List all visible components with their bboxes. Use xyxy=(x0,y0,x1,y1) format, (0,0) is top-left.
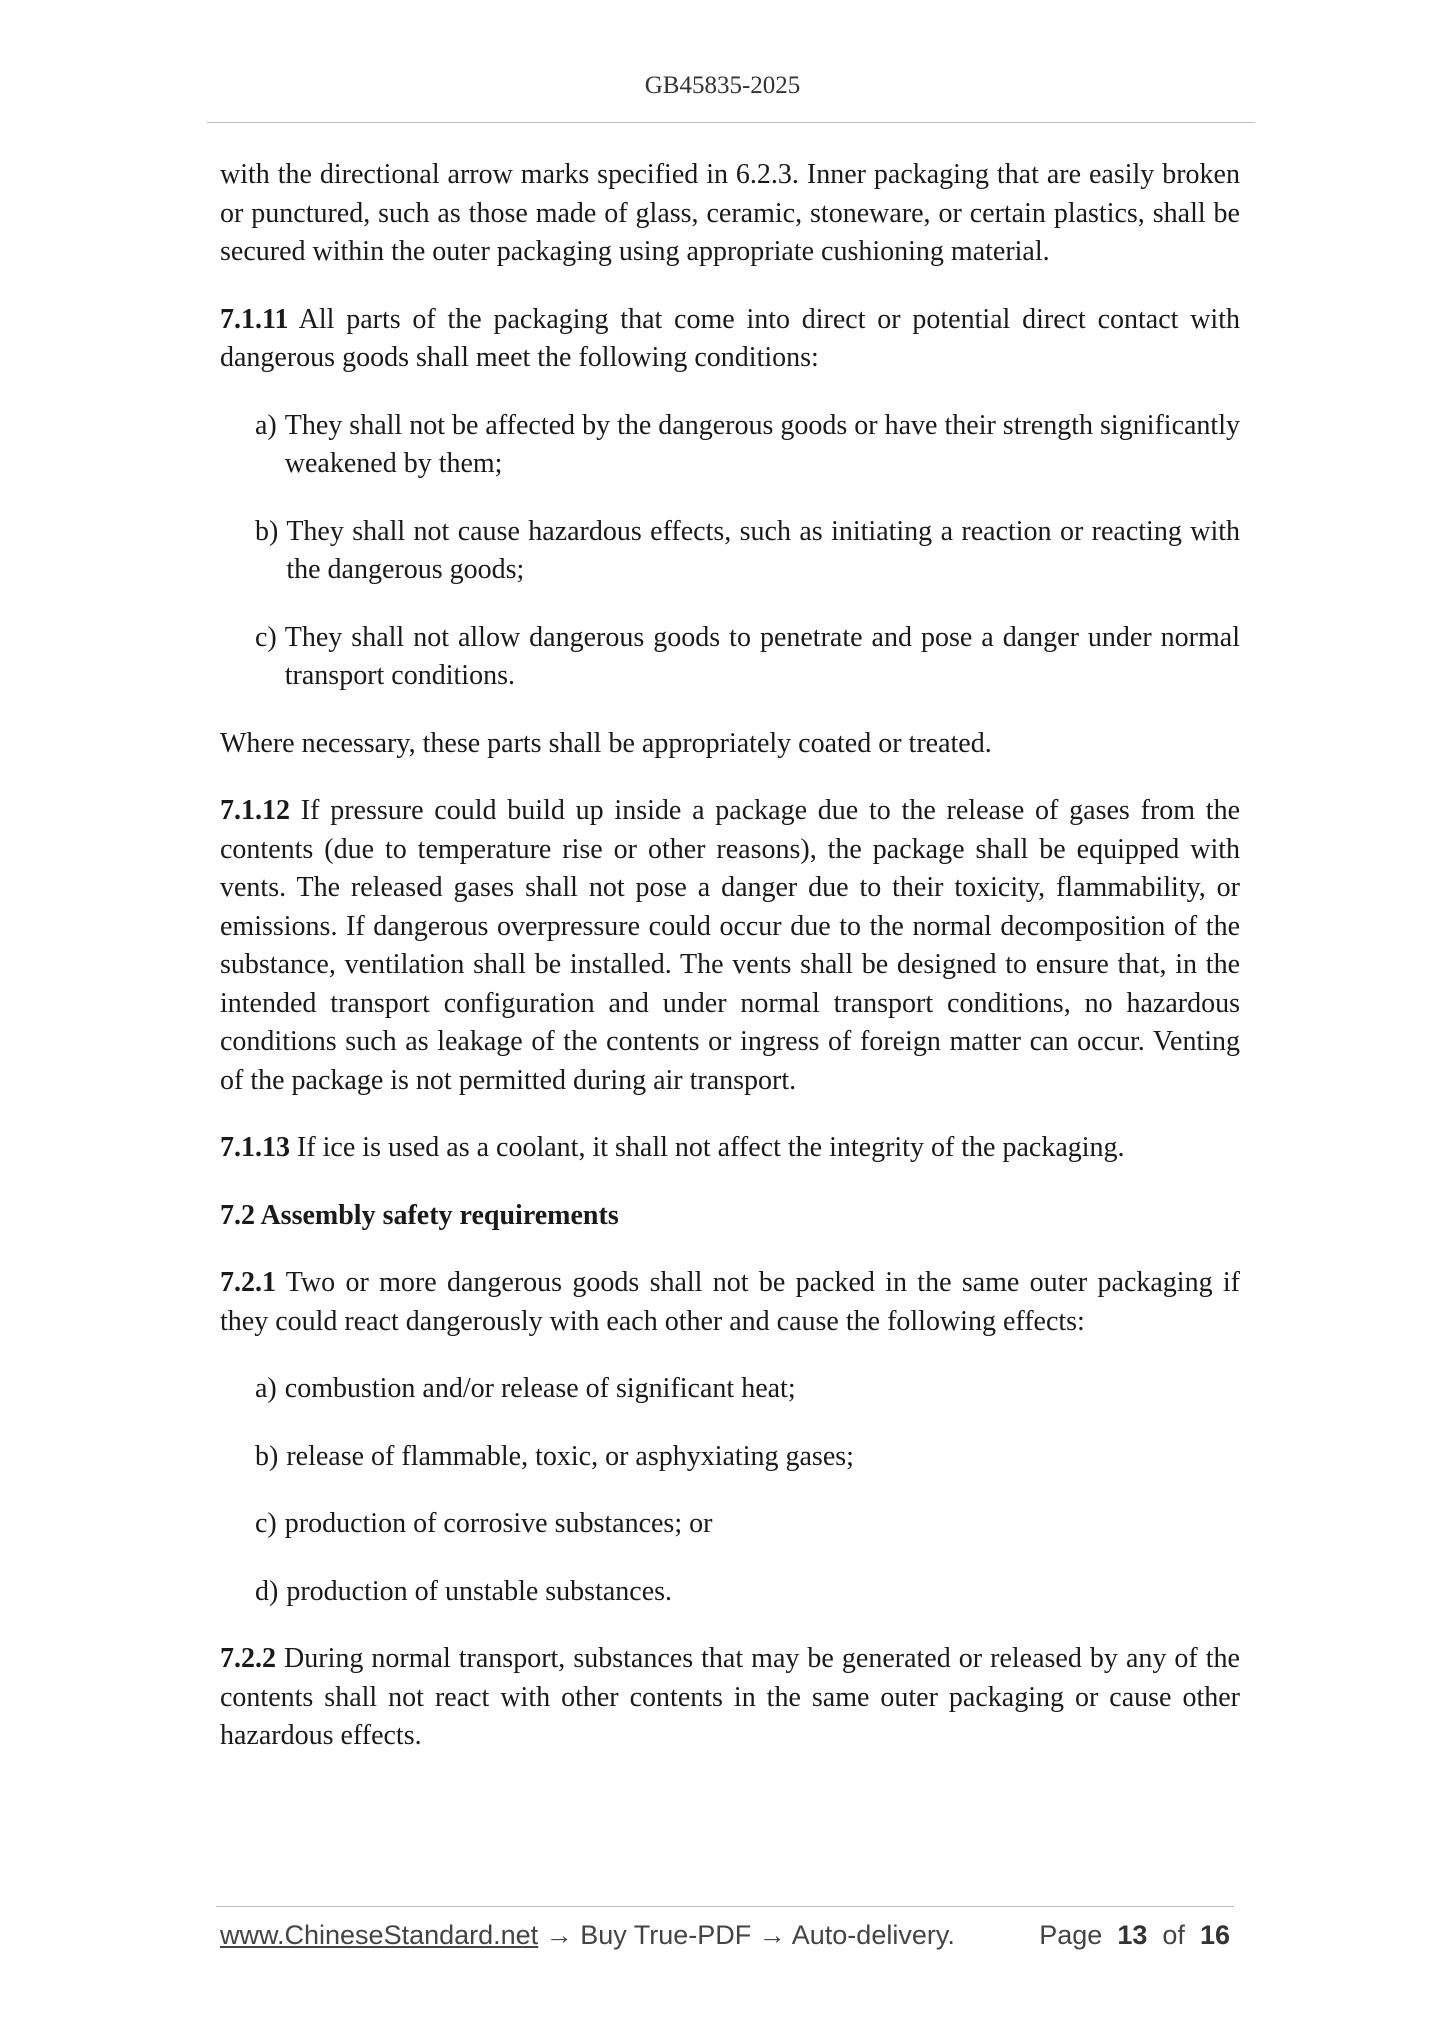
list-label: b) xyxy=(255,515,279,547)
clause-text: If ice is used as a coolant, it shall not affect the integrity of the packaging. xyxy=(290,1132,1125,1163)
list-label: c) xyxy=(255,1508,277,1539)
list-label: a) xyxy=(255,409,277,441)
clause-number: 7.2.1 xyxy=(220,1267,276,1298)
document-body xyxy=(220,156,1240,1785)
clause-7-1-11 xyxy=(220,301,1240,378)
clause-text: All parts of the packaging that come into direct or potential direct contact with dangerous goods shall meet the following conditions: xyxy=(220,303,1240,373)
paragraph-where: Where necessary, these parts shall be appropriately coated or treated. xyxy=(220,727,992,759)
list-text: release of flammable, toxic, or asphyxiating gases; xyxy=(286,1440,854,1472)
list-text: They shall not be affected by the dangerous goods or have their strength significantly weakened by them; xyxy=(284,409,1240,479)
clause-7-2-1 xyxy=(220,1264,1240,1341)
list-item xyxy=(220,1573,1240,1612)
footer-promo xyxy=(220,1920,955,1951)
footer-buy-text: Buy True-PDF xyxy=(580,1920,752,1950)
list-text: production of corrosive substances; or xyxy=(284,1508,713,1539)
clause-7-2-2 xyxy=(220,1640,1240,1756)
document-code-header: GB45835-2025 xyxy=(644,72,801,99)
clause-text: Two or more dangerous goods shall not be packed in the same outer packaging if they could react dangerously with each other and cause the following effects: xyxy=(220,1267,1240,1337)
list-label: a) xyxy=(255,1373,277,1404)
clause-text: If pressure could build up inside a package due to the release of gases from the contents (due to temperature rise or other reasons), the package shall be equipped with vents. The released gases shall not pose a danger due to their toxicity, flammability, or emissions. If dangerous overpressure could occur due to the normal decomposition of the substance, ventilation shall be installed. The vents shall be designed to ensure that, in the intended transport configuration and under normal transport conditions, no hazardous conditions such as leakage of the contents or ingress of foreign matter can occur. Venting of the package is not permitted during air transport. xyxy=(220,795,1240,1096)
clause-number: 7.2.2 xyxy=(220,1643,276,1674)
list-text: combustion and/or release of significant heat; xyxy=(284,1373,796,1404)
list-text: They shall not allow dangerous goods to penetrate and pose a danger under normal transport conditions. xyxy=(284,621,1240,691)
page-indicator xyxy=(1039,1920,1230,1951)
list-item xyxy=(220,619,1240,696)
list-text: They shall not cause hazardous effects, such as initiating a reaction or reacting with the dangerous goods; xyxy=(286,515,1240,585)
page-word: Page xyxy=(1039,1920,1103,1950)
header-divider xyxy=(207,122,1255,123)
clause-7-1-12 xyxy=(220,792,1240,1100)
list-label: b) xyxy=(255,1440,279,1472)
arrow-icon: → xyxy=(538,1920,581,1950)
list-item xyxy=(220,1505,1240,1544)
of-word: of xyxy=(1162,1920,1185,1950)
list-item xyxy=(220,1370,1240,1409)
website-link[interactable]: www.ChineseStandard.net xyxy=(220,1920,539,1950)
list-label: d) xyxy=(255,1575,279,1607)
arrow-icon: → xyxy=(751,1920,792,1950)
list-item xyxy=(220,513,1240,590)
clause-text: During normal transport, substances that may be generated or released by any of the contents shall not react with other contents in the same outer packaging or cause other hazardous effects. xyxy=(220,1643,1240,1751)
clause-number: 7.1.11 xyxy=(220,303,289,335)
list-item xyxy=(220,1438,1240,1477)
list-label: c) xyxy=(255,621,277,653)
page-footer xyxy=(220,1920,1230,1960)
clause-number: 7.1.12 xyxy=(220,795,290,826)
clause-number: 7.1.13 xyxy=(220,1132,290,1163)
list-text: production of unstable substances. xyxy=(286,1575,673,1607)
footer-delivery-text: Auto-delivery. xyxy=(791,1920,955,1950)
footer-divider xyxy=(216,1906,1234,1907)
current-page-number: 13 xyxy=(1117,1920,1148,1950)
clause-7-1-13 xyxy=(220,1129,1240,1168)
total-pages: 16 xyxy=(1199,1920,1230,1950)
paragraph-intro: with the directional arrow marks specified in 6.2.3. Inner packaging that are easily broken or punctured, such as those made of glass, ceramic, stoneware, or certain plastics, shall be secured within the outer packaging using appropriate cushioning material. xyxy=(220,159,1240,267)
section-heading-7-2: 7.2 Assembly safety requirements xyxy=(220,1199,619,1231)
list-item xyxy=(220,407,1240,484)
